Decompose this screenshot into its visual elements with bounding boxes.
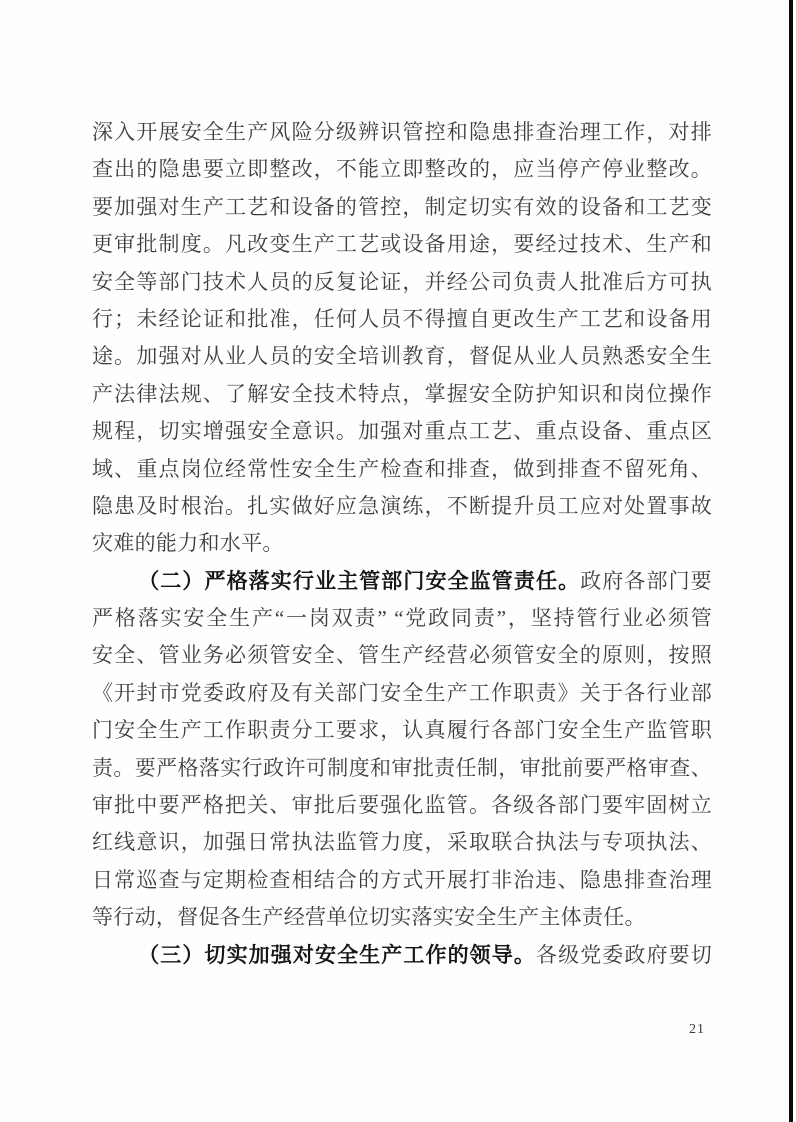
line-text: 规程，切实增强安全意识。加强对重点工艺、重点设备、重点区 [92, 419, 712, 444]
body-text-line [92, 637, 712, 674]
line-text: 《开封市党委政府及有关部门安全生产工作职责》关于各行业部 [92, 680, 712, 705]
body-text-line [92, 376, 712, 413]
line-text: 更审批制度。凡改变生产工艺或设备用途，要经过技术、生产和 [92, 232, 712, 257]
body-text-line [92, 114, 712, 151]
line-text: 要加强对生产工艺和设备的管控，制定切实有效的设备和工艺变 [92, 194, 712, 219]
body-text-line [92, 451, 712, 488]
page-number: 21 [689, 1022, 705, 1037]
section-heading-line [92, 563, 712, 600]
line-text: 安全等部门技术人员的反复论证，并经公司负责人批准后方可执 [92, 269, 712, 294]
line-text: 责。要严格落实行政许可制度和审批责任制，审批前要严格审查、 [92, 755, 712, 780]
body-text-line [92, 787, 712, 824]
section-heading-bold-text: （三）切实加强对安全生产工作的领导。 [138, 942, 536, 967]
line-text: 安全、管业务必须管安全、管生产经营必须管安全的原则，按照 [92, 643, 712, 668]
line-text: 查出的隐患要立即整改，不能立即整改的，应当停产停业整改。 [92, 157, 712, 182]
body-text-line [92, 413, 712, 450]
body-text-line [92, 712, 712, 749]
line-text: 各级党委政府要切 [536, 942, 712, 967]
section-heading-bold-text: （二）严格落实行业主管部门安全监管责任。 [138, 568, 581, 593]
line-text: 审批中要严格把关、审批后要强化监管。各级各部门要牢固树立 [92, 793, 712, 818]
line-text: 深入开展安全生产风险分级辨识管控和隐患排查治理工作，对排 [92, 120, 712, 144]
line-text: 隐患及时根治。扎实做好应急演练，不断提升员工应对处置事故 [92, 493, 712, 518]
line-text: 灾难的能力和水平。 [92, 531, 284, 556]
body-text-line [92, 824, 712, 861]
body-text-line [92, 338, 712, 375]
line-text: 政府各部门要 [580, 568, 712, 593]
body-text-line [92, 264, 712, 301]
line-text: 门安全生产工作职责分工要求，认真履行各部门安全生产监管职 [92, 718, 712, 743]
line-text: 行；未经论证和批准，任何人员不得擅自更改生产工艺和设备用 [92, 306, 712, 331]
line-text: 日常巡查与定期检查相结合的方式开展打非治违、隐患排查治理 [92, 867, 712, 892]
line-text: 途。加强对从业人员的安全培训教育，督促从业人员熟悉安全生 [92, 344, 712, 369]
line-text: 等行动，督促各生产经营单位切实落实安全生产主体责任。 [92, 905, 646, 930]
body-text-line [92, 525, 712, 562]
body-text-line [92, 750, 712, 787]
line-text: 严格落实安全生产“一岗双责” “党政同责”，坚持管行业必须管 [92, 606, 712, 631]
body-text-line [92, 189, 712, 226]
body-text-line [92, 600, 712, 637]
page-text-block [92, 114, 712, 974]
line-text: 域、重点岗位经常性安全生产检查和排查，做到排查不留死角、 [92, 456, 712, 481]
body-text-line [92, 301, 712, 338]
body-text-line [92, 226, 712, 263]
section-heading-line [92, 937, 712, 974]
line-text: 产法律法规、了解安全技术特点，掌握安全防护知识和岗位操作 [92, 381, 712, 406]
body-text-line [92, 899, 712, 936]
line-text: 红线意识，加强日常执法监管力度，采取联合执法与专项执法、 [92, 830, 712, 855]
body-text-line [92, 151, 712, 188]
body-text-line [92, 675, 712, 712]
body-text-line [92, 862, 712, 899]
body-text-line [92, 488, 712, 525]
